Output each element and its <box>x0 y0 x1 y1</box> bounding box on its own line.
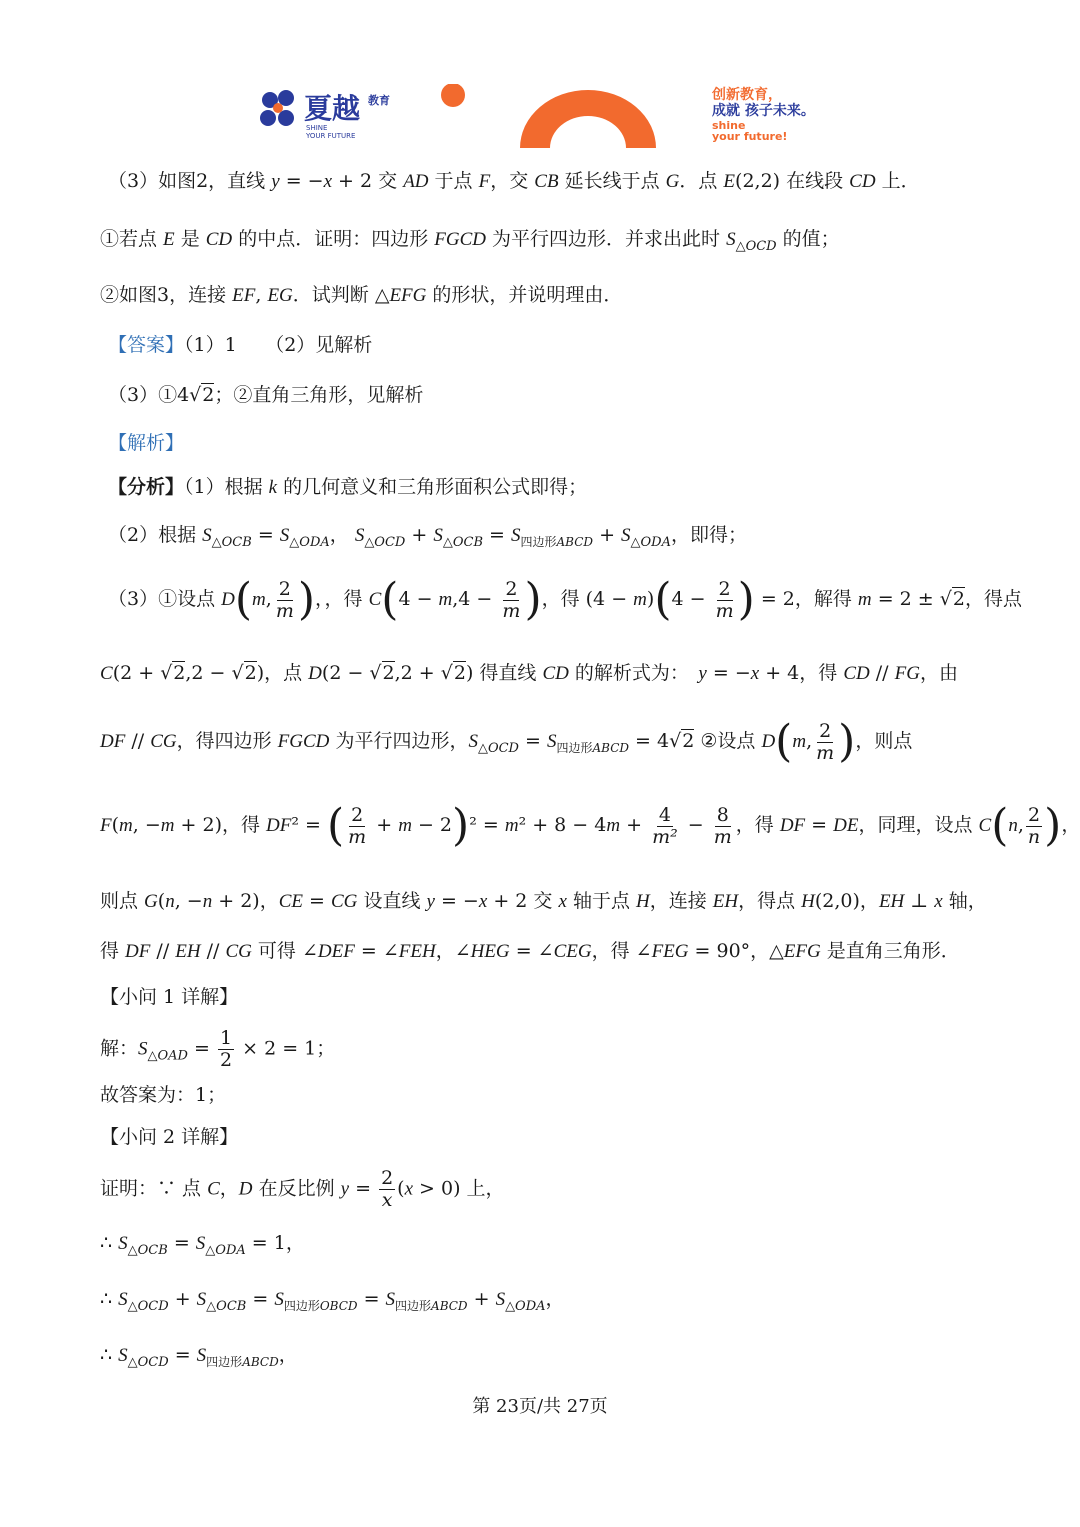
slogan-line-1: 创新教育， <box>712 87 782 103</box>
fenxi-5: DF // CG，得四边形 FGCD 为平行四边形，$S_{\triangle OCD} = S_{四边形ABCD} = 4√2$ ②设点 D(m, $\frac{2}{m}$ )，则点 <box>100 716 913 767</box>
brand-name: 夏越 <box>304 92 361 125</box>
xiaowen-1-solution: 解：$S_{\triangle OAD}$ = $\frac{1}{2}$ × 2 = 1； <box>100 1027 336 1071</box>
fenxi-6: F(m, −m + 2)，得 DF² = ( $\frac{2}{m}$ + m − 2)² = m² + 8 − 4m + $\frac{4}{\text{m²}}$ − $\frac{8}{m}$ ，得 DF = DE，同理，设点 C(n, $\frac{2}{n}$ )， <box>100 800 1080 851</box>
slogan-line-3: shine <box>712 119 746 133</box>
brand-en-1: SHINE <box>306 124 328 132</box>
fenxi-2: （2）根据 $S_{\triangle OCB} = S_{\triangle ODA}$， $S_{\triangle OCD} + S_{\triangle OCB} = S_{四边形ABCD} + S_{\triangle ODA}$，即得； <box>108 524 748 550</box>
xiaowen-2-tag: 【小问 2 详解】 <box>100 1126 239 1148</box>
fenxi-8: 得 DF // EH // CG 可得 ∠DEF = ∠FEH，∠HEG = ∠CEG，得 ∠FEG = 90°，△EFG 是直角三角形． <box>100 940 960 962</box>
fenxi-7: 则点 G(n, −n + 2)，CE = CG 设直线 y = −x + 2 交 x 轴于点 H，连接 EH，得点 H(2,0)，EH ⊥ x 轴， <box>100 890 987 912</box>
brand-suffix: 教育 <box>368 94 390 107</box>
fenxi-1: 【分析】（1）根据 k 的几何意义和三角形面积公式即得； <box>108 476 588 498</box>
brand-logo <box>256 88 456 144</box>
question-3-2: ②如图3，连接 EF, EG．试判断 △EFG 的形状，并说明理由． <box>100 284 623 306</box>
xiaowen-2-line-2: ∴ $S_{\triangle OCB} = S_{\triangle ODA} = 1$， <box>100 1232 305 1258</box>
fenxi-4: C(2 + √2,2 − √2)，点 D(2 − √2,2 + √2) 得直线 CD 的解析式为： y = −x + 4，得 CD // FG，由 <box>100 662 958 684</box>
answer-tag: 【答案】 <box>108 334 185 356</box>
answer-line-1: 【答案】（1）1 （2）见解析 <box>108 334 373 356</box>
analysis-tag: 【解析】 <box>108 432 185 454</box>
fenxi-3: （3）①设点 D(m, $\frac{2}{m}$ )，，得 C(4 − m,4 − $\frac{2}{m}$ )，得 (4 − m)(4 − $\frac{2}{m}$ ) = 2，解得 m = 2 ± √2，得点 <box>108 574 1022 625</box>
slogan-line-4: your future! <box>712 130 788 144</box>
xiaowen-1-tag: 【小问 1 详解】 <box>100 986 239 1008</box>
slogan-line-2: 成就 孩子未来。 <box>712 103 815 120</box>
xiaowen-1-answer: 故答案为：1； <box>100 1084 227 1106</box>
xiaowen-2-line-1: 证明：∵ 点 C，D 在反比例 y = $\frac{2}{x}$ (x > 0) 上， <box>100 1167 505 1211</box>
xiaowen-2-line-4: ∴ $S_{\triangle OCD} = S_{四边形ABCD}$， <box>100 1344 298 1370</box>
question-3-1: ①若点 E 是 CD 的中点．证明：四边形 FGCD 为平行四边形．并求出此时 $S_{\triangle OCD}$ 的值； <box>100 228 840 254</box>
question-3: （3）如图2，直线 y = −x + 2 交 AD 于点 F，交 CB 延长线于点 G．点 E(2,2) 在线段 CD 上． <box>108 170 920 192</box>
flower-logo-icon <box>256 88 456 140</box>
slogan <box>712 88 815 142</box>
page-footer: 第 23页/共 27页 <box>472 1396 608 1417</box>
decor-graphic <box>440 84 670 154</box>
brand-en-2: YOUR FUTURE <box>306 132 356 140</box>
xiaowen-2-line-3: ∴ $S_{\triangle OCD} + S_{\triangle OCB} = S_{四边形OBCD} = S_{四边形ABCD} + S_{\triangle ODA}$， <box>100 1288 565 1314</box>
answer-line-2: （3）①4√2；②直角三角形，见解析 <box>108 384 424 406</box>
